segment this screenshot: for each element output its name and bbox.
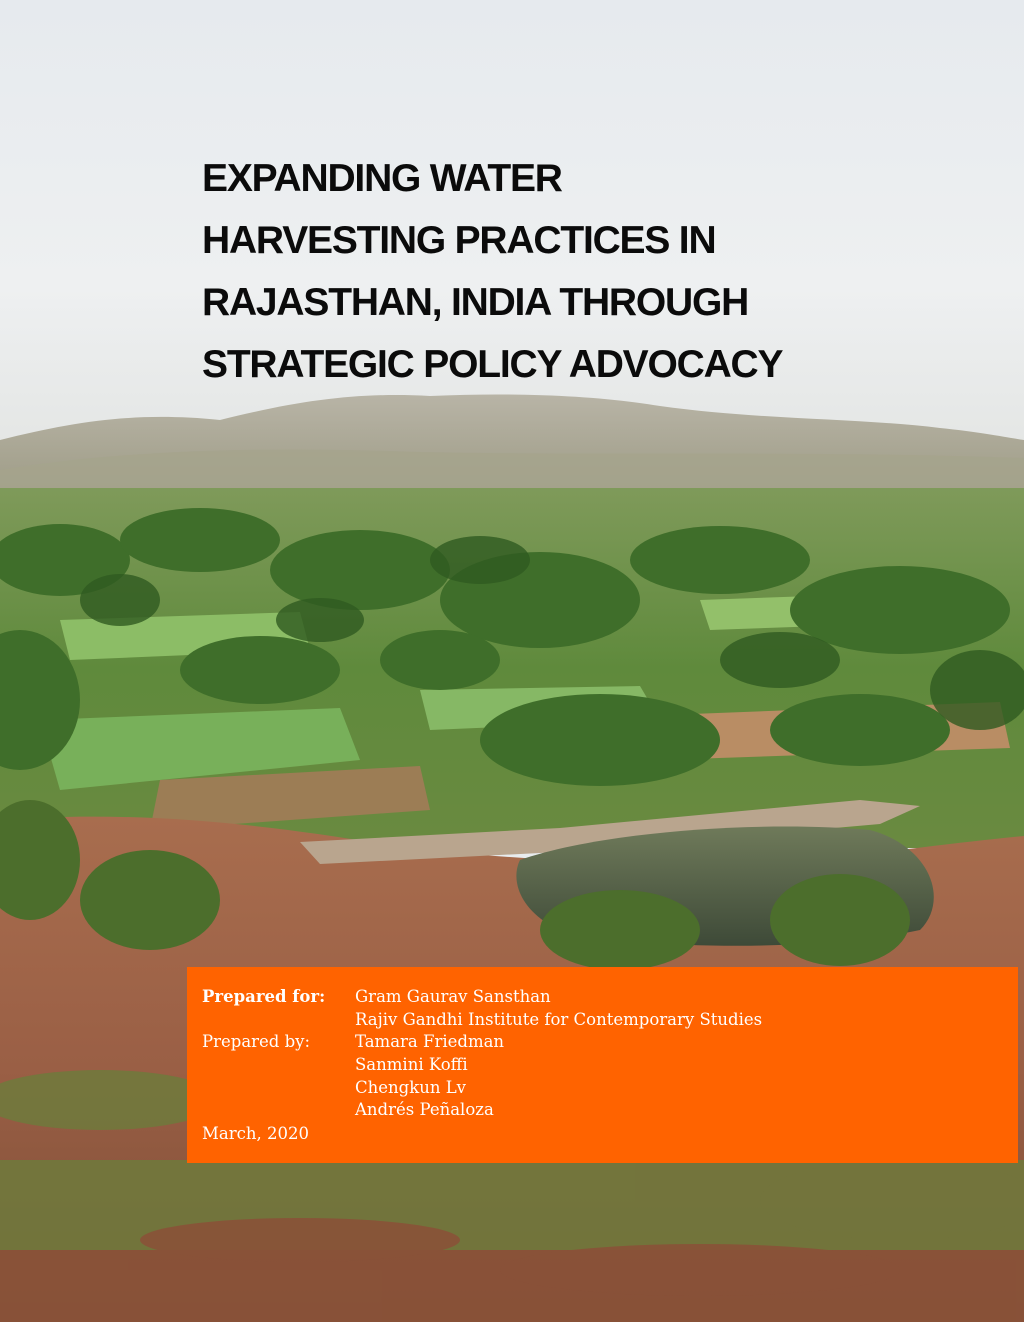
- title-line-4: STRATEGIC POLICY ADVOCACY: [202, 343, 783, 386]
- author-2: Sanmini Koffi: [355, 1055, 468, 1074]
- report-date: March, 2020: [202, 1124, 309, 1143]
- prepared-for-org-1: Gram Gaurav Sansthan: [355, 987, 551, 1006]
- author-4: Andrés Peñaloza: [355, 1100, 494, 1119]
- author-1: Tamara Friedman: [355, 1032, 505, 1051]
- title-line-2: HARVESTING PRACTICES IN: [202, 219, 716, 262]
- report-title: [202, 148, 962, 396]
- title-line-1: EXPANDING WATER: [202, 157, 562, 200]
- prepared-for-org-2: Rajiv Gandhi Institute for Contemporary Studies: [355, 1010, 763, 1029]
- prepared-for-label: Prepared for:: [202, 987, 326, 1006]
- title-line-3: RAJASTHAN, INDIA THROUGH: [202, 281, 749, 324]
- prepared-info-box: [187, 967, 1018, 1163]
- prepared-by-label: Prepared by:: [202, 1032, 311, 1051]
- author-3: Chengkun Lv: [355, 1078, 466, 1097]
